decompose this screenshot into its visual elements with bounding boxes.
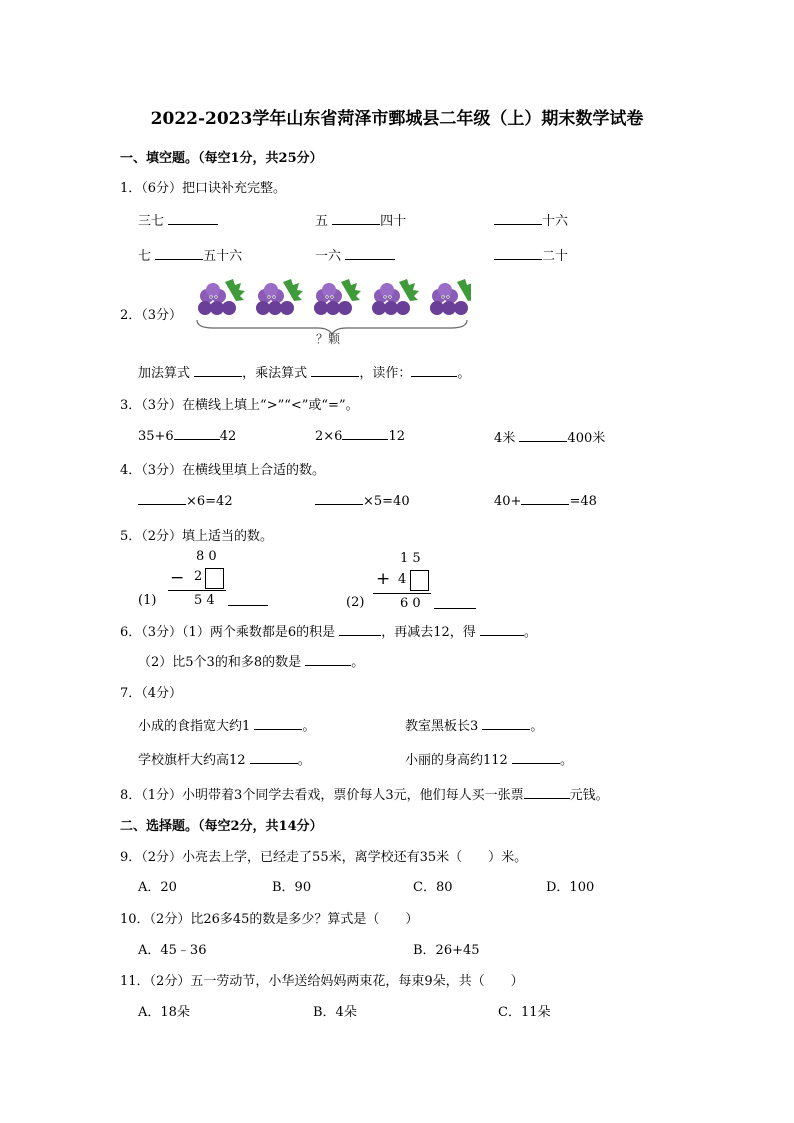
answer-blank[interactable] [168,212,218,225]
option-d[interactable]: D．100 [546,880,595,895]
question-8: 8．（1分）小明带着3个同学去看戏，票价每人3元，他们每人买一张票 元钱。 [120,788,609,803]
fill-number-item: ×5=40 [315,492,410,509]
rhyme-item: 三七 [138,210,218,229]
rhyme-item: 一六 [315,245,395,264]
rhyme-item: 七 五十六 [138,249,243,264]
answer-blank[interactable] [345,247,395,260]
answer-blank[interactable] [524,786,570,799]
brace-label: ？颗 [316,332,341,346]
grape-icon [430,279,471,315]
top-number: 1 5 [400,551,421,566]
result-number: 5 4 [194,593,215,608]
option-b[interactable]: B．4朵 [313,1005,357,1020]
page-title: 2022-2023学年山东省菏泽市鄄城县二年级（上）期末数学试卷 [150,109,644,129]
option-a[interactable]: A．20 [138,880,177,895]
section-heading-choice: 二、选择题。（每空2分，共14分） [120,819,323,834]
plus-sign: + [376,569,391,589]
answer-blank[interactable] [228,593,268,606]
option-c[interactable]: C．11朵 [498,1005,551,1020]
answer-blank[interactable] [315,492,363,505]
answer-blank[interactable] [138,492,186,505]
problem-label: (2) [346,595,365,610]
grape-figure [193,272,471,346]
answer-blank[interactable] [305,653,351,666]
digit-answer-box[interactable] [205,568,224,589]
result-number: 6 0 [400,596,421,611]
answer-blank[interactable] [480,623,524,636]
option-a[interactable]: A．18朵 [138,1005,190,1020]
section-heading-fill-in: 一、填空题。（每空1分，共25分） [120,151,323,166]
question-11-stem: 11．（2分）五一劳动节，小华送给妈妈两束花，每束9朵，共（ ） [120,974,524,989]
unit-item: 学校旗杆大约高12 。 [138,753,311,768]
rhyme-item: 十六 [494,210,568,229]
problem-label: (1) [138,593,157,608]
answer-blank[interactable] [494,212,542,225]
answer-blank[interactable] [482,717,530,730]
question-6-line-1: 6．（3分）（1）两个乘数都是6的积是 ，再减去12，得 。 [120,625,537,640]
answer-blank[interactable] [155,247,203,260]
question-10-stem: 10．（2分）比26多45的数是多少？算式是（ ） [120,912,419,927]
question-2-answer-line: 加法算式 ，乘法算式 ，读作： 。 [138,366,471,381]
answer-blank[interactable] [250,751,298,764]
compare-item: 4米 400米 [494,431,606,446]
grape-icon [198,279,245,315]
compare-item: 2×6 12 [315,429,405,444]
grape-icon [372,279,419,315]
minus-sign: − [170,568,185,588]
option-b[interactable]: B．26+45 [413,943,480,958]
question-1-stem: 1．（6分）把口诀补充完整。 [120,181,287,196]
question-3-stem: 3．（3分）在横线上填上“>”“<”或“=”。 [120,398,359,413]
addition-blank[interactable] [194,364,242,377]
answer-blank[interactable] [494,247,542,260]
answer-blank[interactable] [519,429,567,442]
answer-blank[interactable] [254,717,302,730]
question-2-number: 2．（3分） [120,308,183,323]
tens-digit: 2 [194,569,203,584]
fill-number-item: ×6=42 [138,492,233,509]
multiplication-blank[interactable] [311,364,359,377]
rhyme-item: 二十 [494,245,568,264]
reading-blank[interactable] [411,364,457,377]
grape-icon [314,279,361,315]
sum-line [168,590,226,591]
question-4-stem: 4．（3分）在横线里填上合适的数。 [120,463,326,478]
answer-blank[interactable] [339,623,381,636]
answer-blank[interactable] [512,751,560,764]
answer-blank[interactable] [174,427,220,440]
top-number: 8 0 [196,549,217,564]
question-7-stem: 7．（4分） [120,686,183,701]
option-b[interactable]: B．90 [272,880,312,895]
grape-icon [256,279,303,315]
fill-number-item: 40+ =48 [494,494,597,509]
sum-line [373,593,431,594]
answer-blank[interactable] [342,427,388,440]
question-5-stem: 5．（2分）填上适当的数。 [120,529,274,544]
answer-blank[interactable] [521,492,569,505]
unit-item: 教室黑板长3 。 [405,719,544,734]
unit-item: 小丽的身高约112 。 [405,753,573,768]
option-c[interactable]: C．80 [413,880,453,895]
digit-answer-box[interactable] [410,570,429,591]
unit-item: 小成的食指宽大约1 。 [138,719,316,734]
compare-item: 35+6 42 [138,429,237,444]
option-a[interactable]: A．45﹣36 [138,943,207,958]
answer-blank[interactable] [434,596,476,609]
rhyme-item: 五 四十 [315,214,407,229]
tens-digit: 4 [398,572,407,587]
question-6-line-2: （2）比5个3的和多8的数是 。 [138,655,365,670]
question-9-stem: 9．（2分）小亮去上学，已经走了55米，离学校还有35米（ ）米。 [120,850,528,865]
answer-blank[interactable] [332,212,380,225]
